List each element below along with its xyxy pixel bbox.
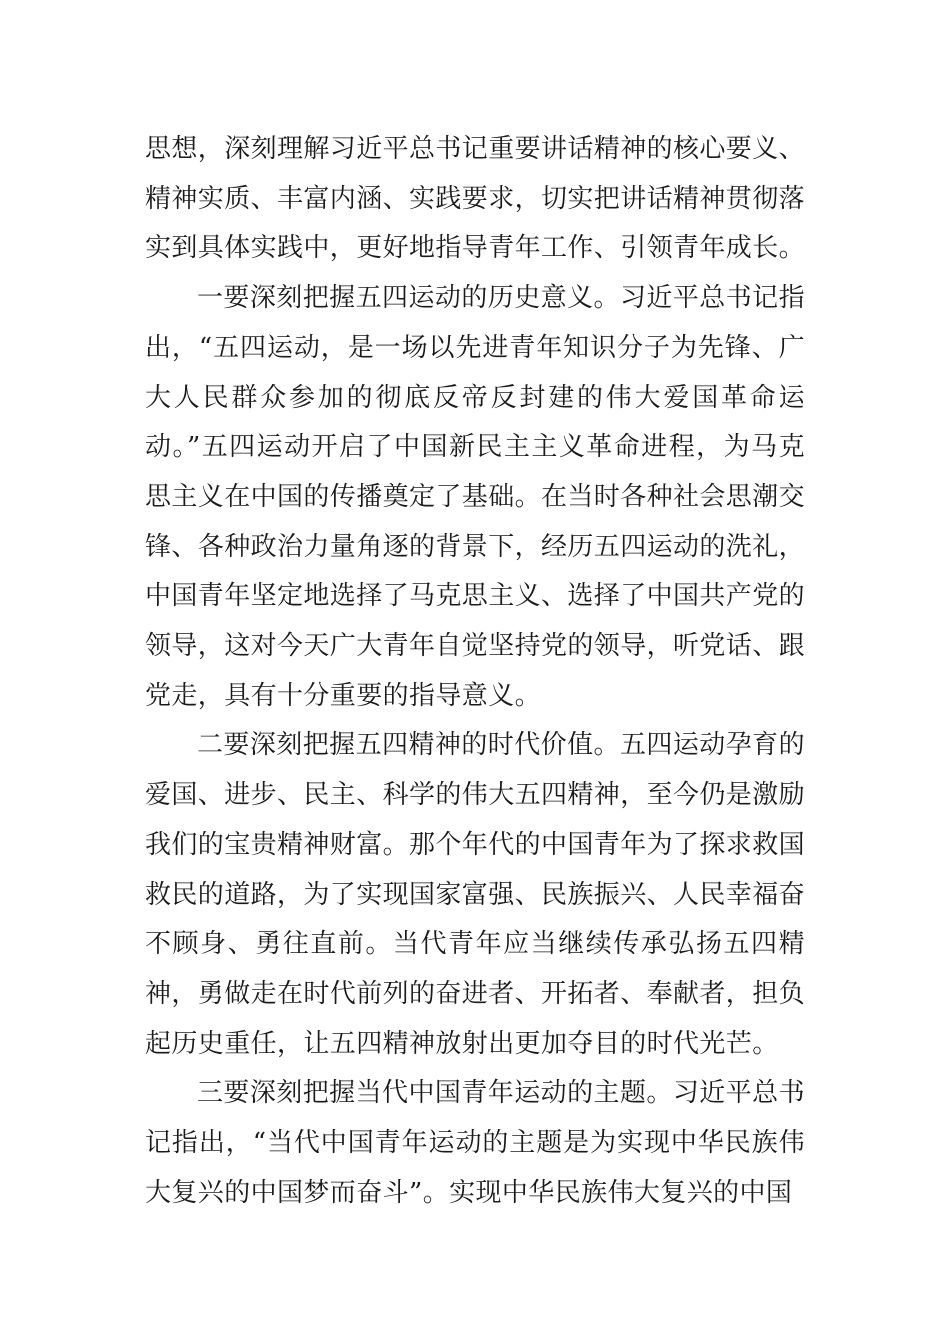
paragraph-continuation: 思想，深刻理解习近平总书记重要讲话精神的核心要义、精神实质、丰富内涵、实践要求，切实把讲话精神贯彻落实到具体实践中，更好地指导青年工作、引领青年成长。 — [145, 134, 806, 264]
paragraph-youth-movement-theme: 三要深刻把握当代中国青年运动的主题。习近平总书记指出，“当代中国青年运动的主题是为实现中华民族伟大复兴的中国梦而奋斗”。实现中华民族伟大复兴的中国 — [145, 1078, 805, 1208]
paragraph-historical-significance: 一要深刻把握五四运动的历史意义。习近平总书记指出，“五四运动，是一场以先进青年知识分子为先锋、广大人民群众参加的彻底反帝反封建的伟大爱国革命运动。”五四运动开启了中国新民主主义革命进程，为马克思主义在中国的传播奠定了基础。在当时各种社会思潮交锋、各种政治力量角逐的背景下，经历五四运动的洗礼，中国青年坚定地选择了马克思主义、选择了中国共产党的领导，这对今天广大青年自觉坚持党的领导，听党话、跟党走，具有十分重要的指导意义。 — [145, 283, 806, 711]
paragraph-era-value: 二要深刻把握五四精神的时代价值。五四运动孕育的爱国、进步、民主、科学的伟大五四精神，至今仍是激励我们的宝贵精神财富。那个年代的中国青年为了探求救国救民的道路，为了实现国家富强、民族振兴、人民幸福奋不顾身、勇往直前。当代青年应当继续传承弘扬五四精神，勇做走在时代前列的奋进者、开拓者、奉献者，担负起历史重任，让五四精神放射出更加夺目的时代光芒。 — [145, 730, 806, 1059]
document-body — [145, 125, 805, 1218]
